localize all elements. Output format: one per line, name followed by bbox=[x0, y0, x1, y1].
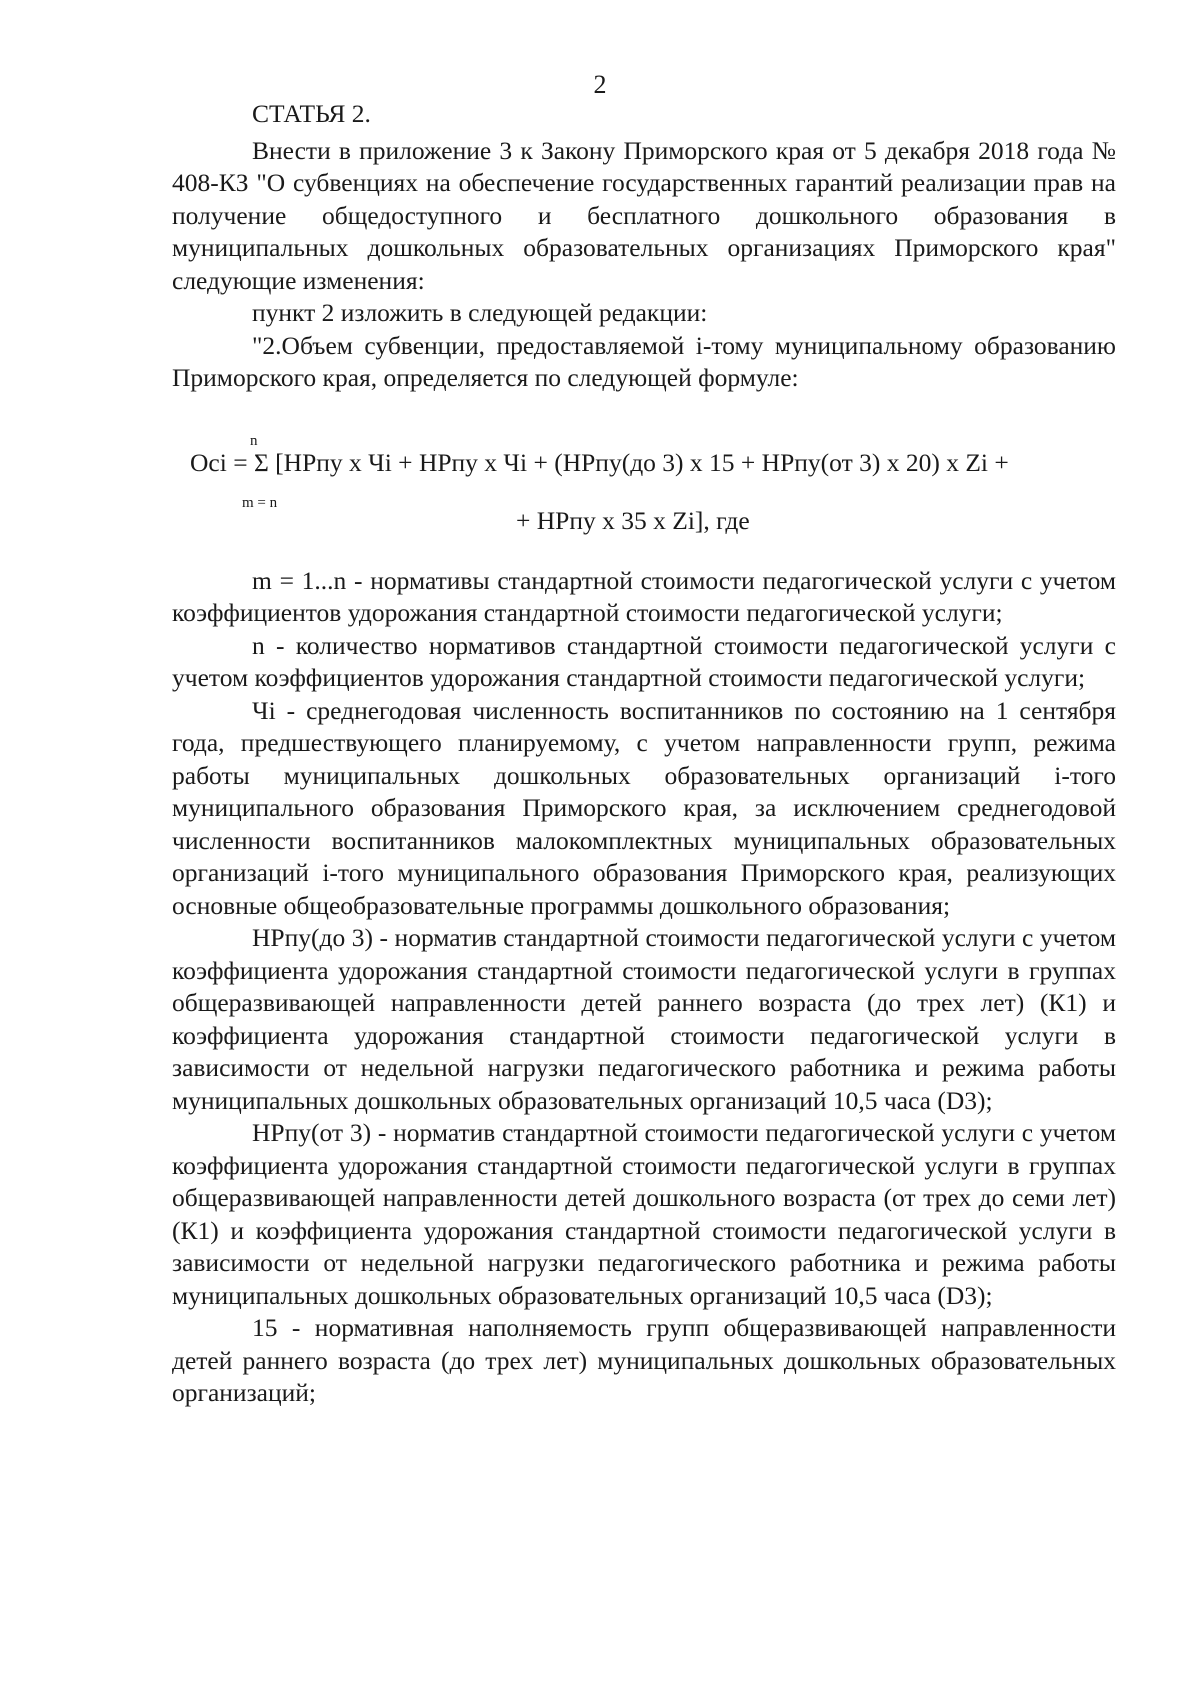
article-heading: СТАТЬЯ 2. bbox=[252, 99, 371, 128]
intro-paragraph: пункт 2 изложить в следующей редакции: bbox=[252, 298, 708, 327]
definition-paragraph: n - количество нормативов стандартной стоимости педагогической услуги с учетом коэффициентов удорожания стандартной стоимости педагогической услуги; bbox=[172, 630, 1116, 692]
intro-paragraph: Внести в приложение 3 к Закону Приморского края от 5 декабря 2018 года № 408-КЗ "О субвенциях на обеспечение государственных гарантий реализации прав на получение общедоступного и бесплатного дошкольного образования в муниципальных дошкольных образовательных организациях Приморского края" следующие изменения: bbox=[172, 135, 1116, 295]
definition-paragraph: НРпу(от 3) - норматив стандартной стоимости педагогической услуги с учетом коэффициента удорожания стандартной стоимости педагогической услуги в группах общеразвивающей направленности детей дошкольного возраста (от трех до семи лет) (К1) и коэффициента удорожания стандартной стоимости педагогической услуги в зависимости от недельной нагрузки педагогического работника и режима работы муниципальных дошкольных образовательных организаций 10,5 часа (D3); bbox=[172, 1118, 1116, 1310]
sum-upper-limit: n bbox=[250, 432, 258, 449]
definition-paragraph: m = 1...n - нормативы стандартной стоимости педагогической услуги с учетом коэффициентов удорожания стандартной стоимости педагогической услуги; bbox=[172, 565, 1116, 627]
definition-paragraph: Чi - среднегодовая численность воспитанников по состоянию на 1 сентября года, предшествующего планируемому, с учетом направленности групп, режима работы муниципальных дошкольных образовательных организаций i-того муниципального образования Приморского края, за исключением среднегодовой численности воспитанников малокомплектных муниципальных образовательных организаций i-того муниципального образования Приморского края, реализующих основные общеобразовательные программы дошкольного образования; bbox=[172, 695, 1116, 920]
document-body bbox=[172, 98, 1116, 1410]
intro-paragraph: "2.Объем субвенции, предоставляемой i-тому муниципальному образованию Приморского края, определяется по следующей формуле: bbox=[172, 330, 1116, 392]
page-number: 2 bbox=[593, 70, 607, 99]
formula-line-1: Oci = Σ [НРпу x Чi + НРпу x Чi + (НРпу(до 3) x 15 + НРпу(от 3) x 20) x Zi + bbox=[190, 447, 1009, 477]
definition-paragraph: 15 - нормативная наполняемость групп общеразвивающей направленности детей раннего возраста (до трех лет) муниципальных дошкольных образовательных организаций; bbox=[172, 1313, 1116, 1407]
definition-paragraph: НРпу(до 3) - норматив стандартной стоимости педагогической услуги с учетом коэффициента удорожания стандартной стоимости педагогической услуги в группах общеразвивающей направленности детей раннего возраста (до трех лет) (К1) и коэффициента удорожания стандартной стоимости педагогической услуги в зависимости от недельной нагрузки педагогического работника и режима работы муниципальных дошкольных образовательных организаций 10,5 часа (D3); bbox=[172, 923, 1116, 1115]
sum-lower-limit: m = n bbox=[242, 494, 278, 511]
formula-line-2: + НРпу x 35 x Zi], где bbox=[516, 505, 750, 535]
subvention-formula bbox=[172, 395, 1116, 565]
